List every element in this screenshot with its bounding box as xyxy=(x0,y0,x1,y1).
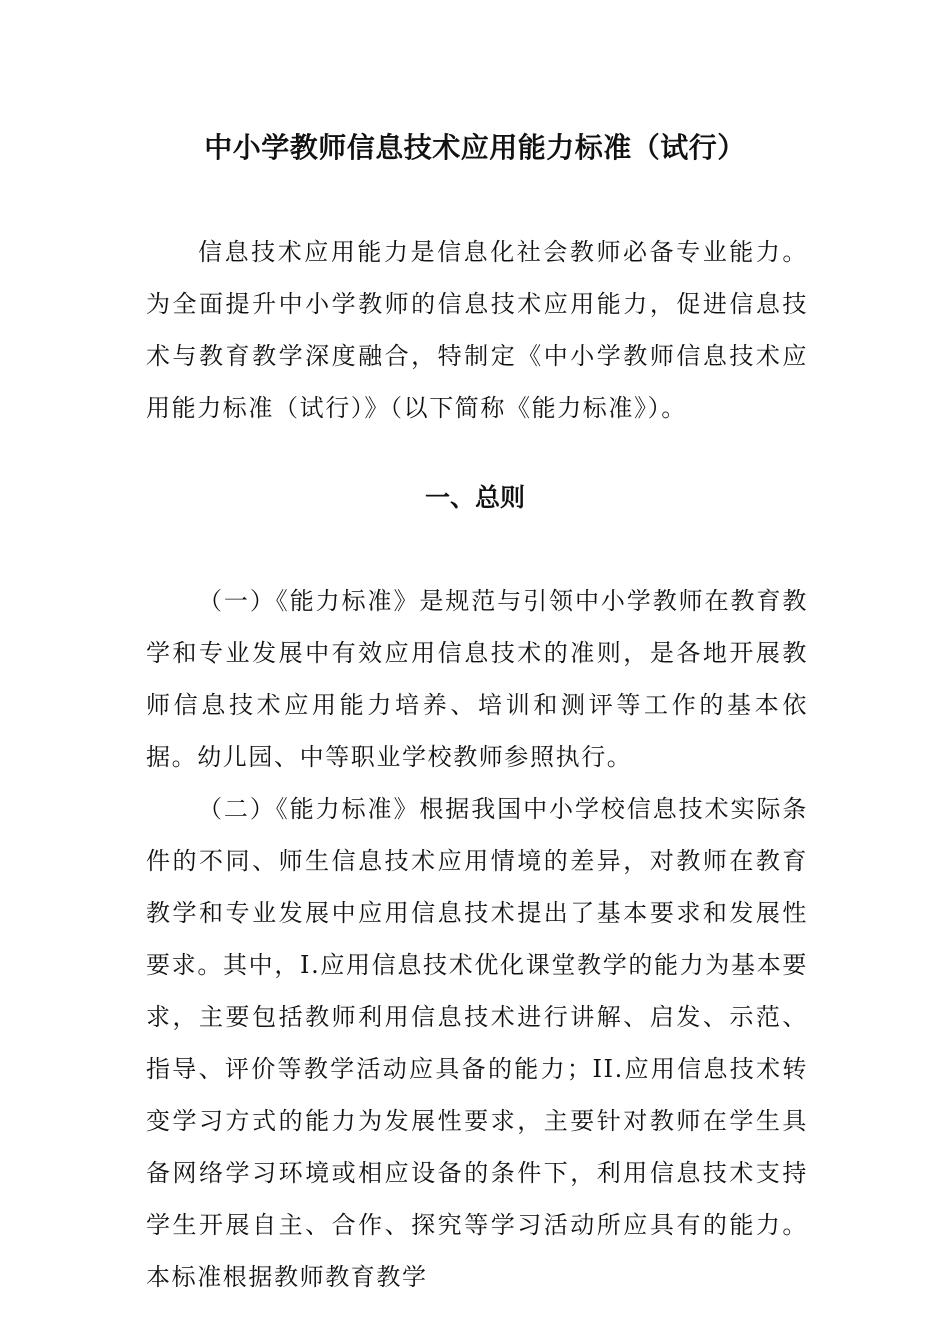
intro-paragraph: 信息技术应用能力是信息化社会教师必备专业能力。为全面提升中小学教师的信息技术应用能力，促进信息技术与教育教学深度融合，特制定《中小学教师信息技术应用能力标准（试行）》（以下简称《能力标准》）。 xyxy=(146,238,808,422)
clause-paragraph-1: （一）《能力标准》是规范与引领中小学教师在教育教学和专业发展中有效应用信息技术的准则，是各地开展教师信息技术应用能力培养、培训和测评等工作的基本依据。幼儿园、中等职业学校教师参照执行。 xyxy=(146,587,808,771)
section-heading-general-principles: 一、总则 xyxy=(424,483,525,512)
document-title: 中小学教师信息技术应用能力标准（试行） xyxy=(204,131,746,164)
clause-paragraph-2: （二）《能力标准》根据我国中小学校信息技术实际条件的不同、师生信息技术应用情境的差异，对教师在教育教学和专业发展中应用信息技术提出了基本要求和发展性要求。其中，I.应用信息技术优化课堂教学的能力为基本要求，主要包括教师利用信息技术进行讲解、启发、示范、指导、评价等教学活动应具备的能力；II.应用信息技术转变学习方式的能力为发展性要求，主要针对教师在学生具备网络学习环境或相应设备的条件下，利用信息技术支持学生开展自主、合作、探究等学习活动所应具有的能力。本标准根据教师教育教学 xyxy=(146,795,808,1291)
